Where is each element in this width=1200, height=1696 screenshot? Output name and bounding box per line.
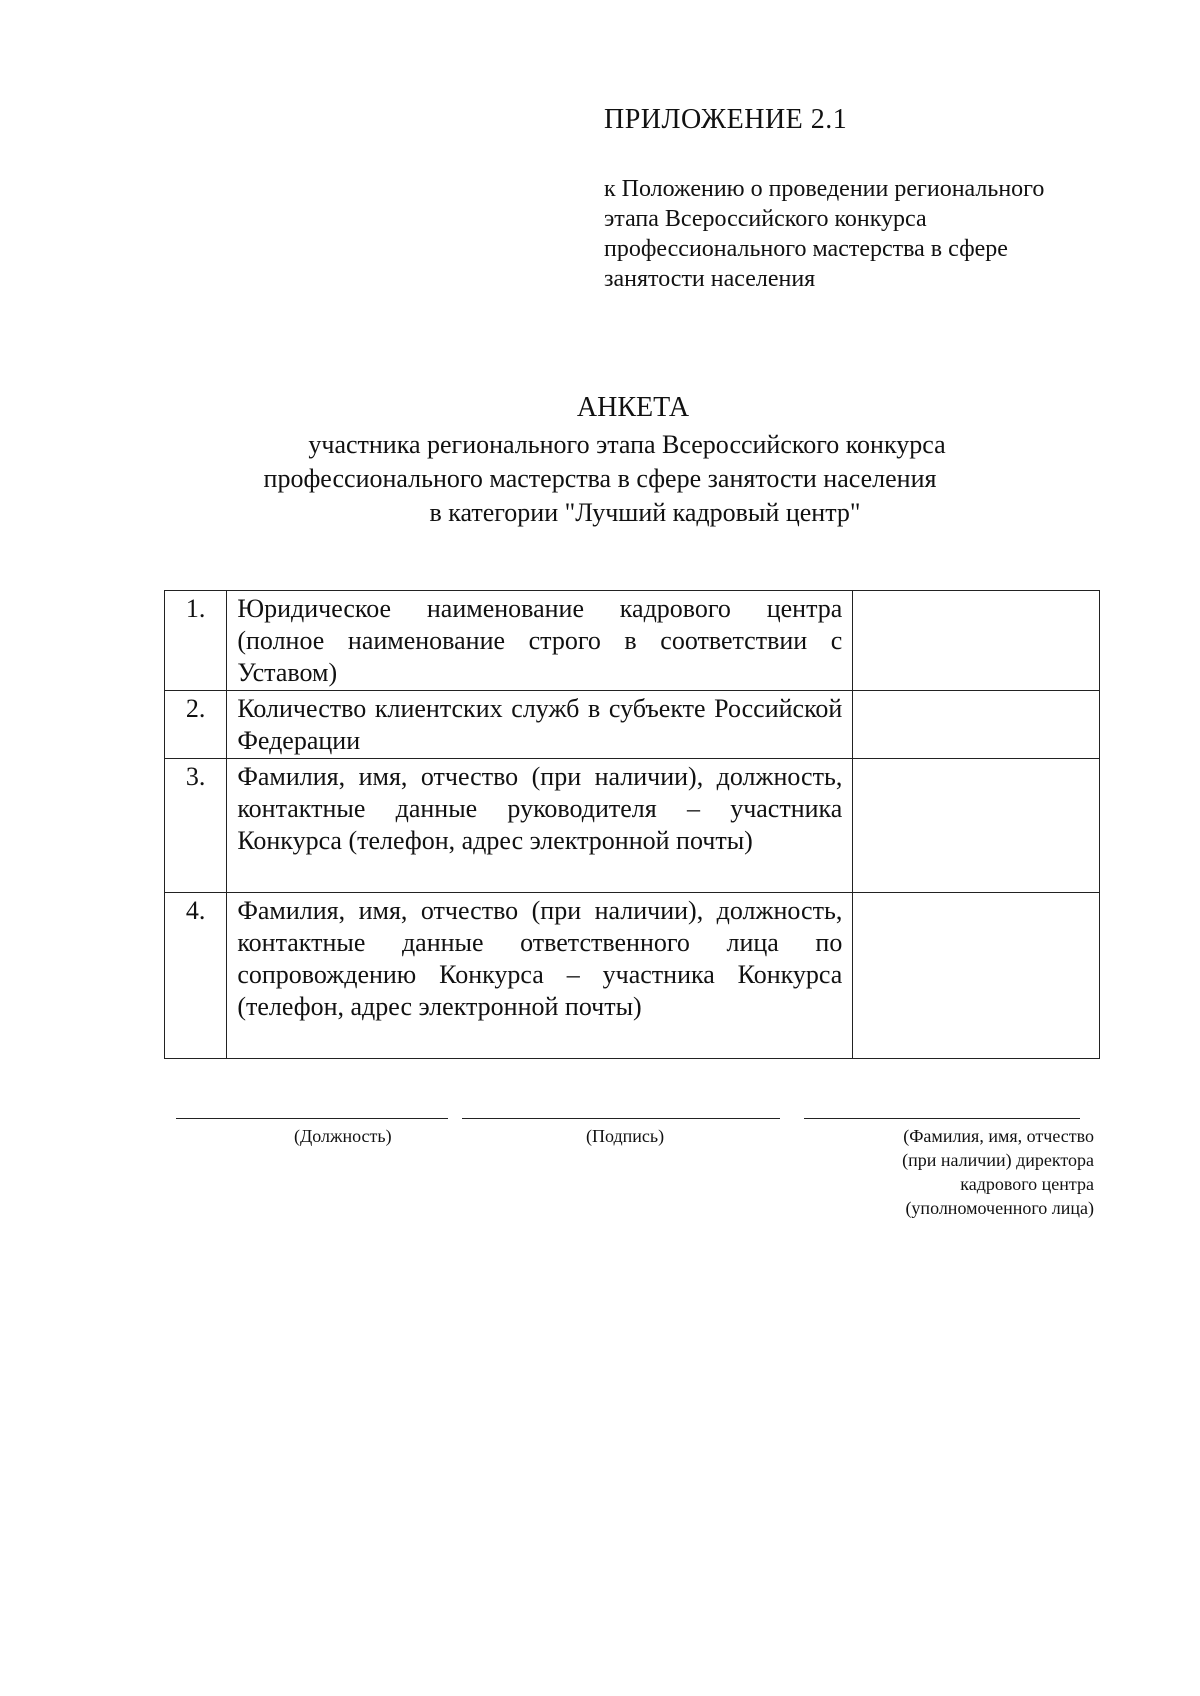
signature-line[interactable] <box>462 1118 780 1119</box>
form-description-line: участника регионального этапа Всероссийского конкурса <box>308 430 946 459</box>
signature-caption: (Подпись) <box>586 1126 665 1146</box>
table-row <box>165 893 1100 1059</box>
row-number: 1. <box>165 591 227 691</box>
survey-table <box>164 590 1100 1059</box>
name-caption-line: (уполномоченного лица) <box>905 1198 1094 1218</box>
row-label: Юридическое наименование кадрового центра (полное наименование строго в соответствии с Уставом) <box>227 591 853 691</box>
row-number: 2. <box>165 691 227 759</box>
row-number: 4. <box>165 893 227 1059</box>
name-caption-line: (при наличии) директора <box>902 1150 1094 1170</box>
answer-cell[interactable] <box>853 893 1100 1059</box>
row-label: Количество клиентских служб в субъекте Российской Федерации <box>227 691 853 759</box>
row-number: 3. <box>165 759 227 893</box>
position-signature-line[interactable] <box>176 1118 448 1119</box>
appendix-subtitle-line: к Положению о проведении регионального <box>604 176 1045 202</box>
appendix-subtitle-line: профессионального мастерства в сфере <box>604 236 1008 262</box>
name-caption-line: кадрового центра <box>960 1174 1094 1194</box>
appendix-subtitle-line: занятости населения <box>604 266 816 292</box>
answer-cell[interactable] <box>853 691 1100 759</box>
form-description-line: в категории "Лучший кадровый центр" <box>429 498 861 527</box>
name-caption <box>902 1124 1094 1220</box>
appendix-title: ПРИЛОЖЕНИЕ 2.1 <box>604 104 848 135</box>
table-row <box>165 759 1100 893</box>
position-caption: (Должность) <box>294 1126 392 1146</box>
appendix-subtitle <box>604 174 1044 294</box>
form-description-line: профессионального мастерства в сфере занятости населения <box>263 464 937 493</box>
row-label: Фамилия, имя, отчество (при наличии), должность, контактные данные руководителя – участника Конкурса (телефон, адрес электронной почты) <box>227 759 853 893</box>
name-caption-line: (Фамилия, имя, отчество <box>903 1126 1094 1146</box>
name-signature-line[interactable] <box>804 1118 1080 1119</box>
table-row <box>165 691 1100 759</box>
form-description <box>0 428 1200 530</box>
row-label: Фамилия, имя, отчество (при наличии), должность, контактные данные ответственного лица по сопровождению Конкурса – участника Конкурса (телефон, адрес электронной почты) <box>227 893 853 1059</box>
table-row <box>165 591 1100 691</box>
appendix-subtitle-line: этапа Всероссийского конкурса <box>604 206 927 232</box>
answer-cell[interactable] <box>853 591 1100 691</box>
answer-cell[interactable] <box>853 759 1100 893</box>
form-title: АНКЕТА <box>576 392 690 423</box>
